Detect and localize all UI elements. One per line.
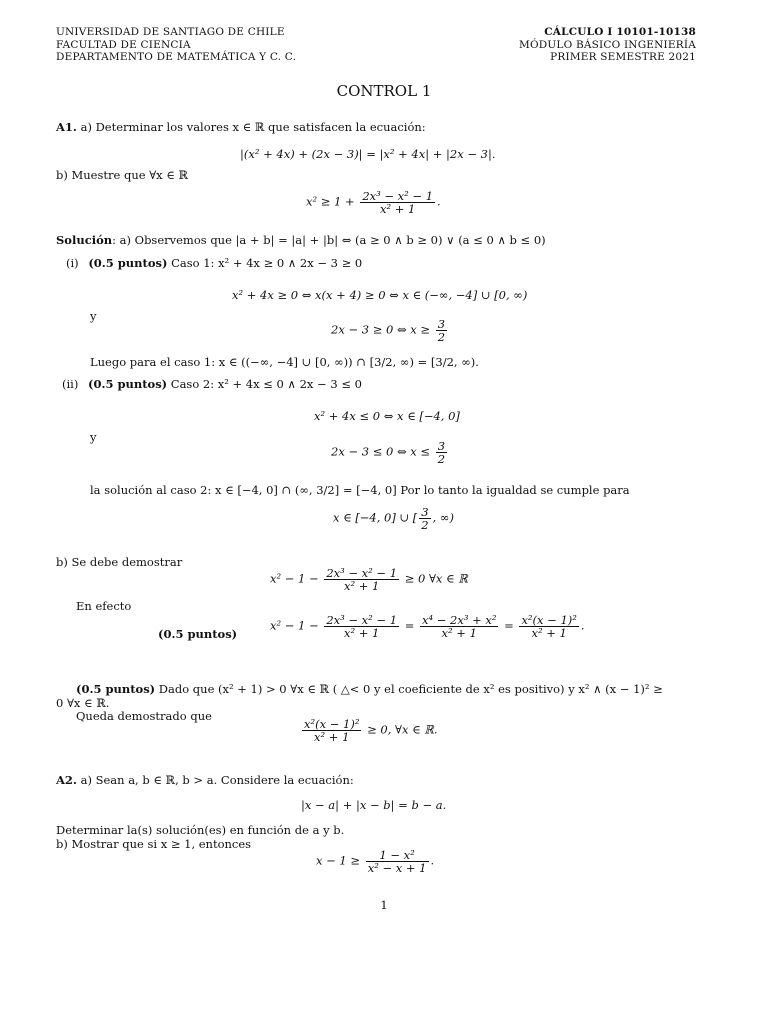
- page-title: CONTROL 1: [336, 82, 432, 100]
- denominator: 2: [421, 518, 429, 532]
- case-2-roman: (ii): [62, 377, 79, 391]
- case-2-eq2-left: 2x − 3 ≤ 0 ⇔ x ≤: [331, 444, 431, 459]
- denominator: x² + 1: [314, 730, 350, 744]
- numerator: 3: [421, 505, 429, 519]
- module-name: MÓDULO BÁSICO INGENIERÍA: [519, 38, 696, 51]
- final-left: x ∈ [−4, 0] ∪ [: [333, 510, 418, 525]
- dado-text: Dado que (x² + 1) > 0 ∀x ∈ ℝ ( △< 0 y el coeficiente de x² es positivo) y x² ∧ (x − 1)² ≥: [158, 682, 663, 696]
- a2-b-fraction: [366, 849, 429, 874]
- en-efecto: En efecto: [76, 599, 132, 613]
- numerator: x⁴ − 2x³ + x²: [421, 613, 497, 627]
- final-right: , ∞): [432, 510, 455, 525]
- a1-b-eq-left: x² ≥ 1 +: [306, 194, 355, 209]
- header-right: [519, 26, 696, 64]
- case-1-and: y: [90, 309, 97, 323]
- numerator: x²(x − 1)²: [521, 613, 577, 627]
- period: .: [580, 618, 585, 633]
- a2-b-eq-left: x − 1 ≥: [316, 853, 361, 868]
- case-1-roman: (i): [66, 256, 79, 270]
- numerator: x²(x − 1)²: [304, 717, 360, 731]
- numerator: 2x³ − x² − 1: [326, 613, 398, 627]
- period: .: [430, 853, 435, 868]
- denominator: x² + 1: [441, 626, 477, 640]
- numerator: 2x³ − x² − 1: [362, 189, 434, 203]
- a2-b-text: b) Mostrar que si x ≥ 1, entonces: [56, 837, 252, 851]
- a2-question-a: [56, 773, 354, 787]
- case-2-equation-1: x² + 4x ≤ 0 ⇔ x ∈ [−4, 0]: [314, 409, 460, 423]
- a1-a-text: a) Determinar los valores x ∈ ℝ que satisfacen la ecuación:: [80, 120, 426, 134]
- case-1-text: Caso 1: x² + 4x ≥ 0 ∧ 2x − 3 ≥ 0: [171, 256, 363, 270]
- case-1-conclusion: Luego para el caso 1: x ∈ ((−∞, −4] ∪ [0, ∞)) ∩ [3/2, ∞) = [3/2, ∞).: [90, 355, 479, 369]
- queda-demostrado: Queda demostrado que: [76, 709, 212, 723]
- case-1-points: (0.5 puntos): [88, 256, 168, 270]
- part-b-fraction: [324, 567, 399, 592]
- course-name: CÁLCULO I 10101-10138: [544, 26, 696, 38]
- numerator: 3: [437, 317, 446, 331]
- numerator: 2x³ − x² − 1: [326, 566, 398, 580]
- ef-fraction-2: [420, 614, 499, 639]
- semester: PRIMER SEMESTRE 2021: [550, 51, 696, 63]
- numerator: 3: [437, 439, 446, 453]
- denominator: x² + 1: [531, 626, 567, 640]
- case-2-and: y: [90, 430, 97, 444]
- equals-sign: =: [504, 618, 514, 633]
- a2-label: A2.: [56, 773, 77, 787]
- queda-equation: [300, 718, 437, 743]
- a2-a-equation: |x − a| + |x − b| = b − a.: [301, 798, 447, 812]
- part-b-eq-right: ≥ 0 ∀x ∈ ℝ: [404, 571, 468, 586]
- denominator: x² + 1: [343, 626, 380, 640]
- a1-question-a: [56, 120, 426, 134]
- three-halves-fraction: [436, 318, 447, 343]
- case-2-text: Caso 2: x² + 4x ≤ 0 ∧ 2x − 3 ≤ 0: [170, 377, 362, 391]
- denominator: 2: [437, 330, 446, 344]
- part-b-equation: [270, 567, 468, 592]
- queda-right: ≥ 0, ∀x ∈ ℝ.: [367, 722, 438, 737]
- ef-fraction-1: [324, 614, 399, 639]
- three-halves-fraction: [436, 440, 447, 465]
- ef-fraction-3: [519, 614, 578, 639]
- final-solution-set: [333, 506, 454, 531]
- dado-que-line: [76, 682, 663, 696]
- case-2-heading: [62, 377, 362, 391]
- case-1-equation-2: [331, 318, 449, 343]
- a1-b-text: b) Muestre que ∀x ∈ ℝ: [56, 168, 189, 182]
- numerator: 1 − x²: [366, 849, 429, 862]
- department-name: DEPARTAMENTO DE MATEMÁTICA Y C. C.: [56, 51, 297, 63]
- equals-sign: =: [404, 618, 415, 633]
- a2-b-equation: [316, 849, 434, 874]
- denominator: x² − x + 1: [367, 861, 427, 875]
- part-b-text: b) Se debe demostrar: [56, 555, 183, 569]
- denominator: x² + 1: [379, 202, 416, 216]
- case-2-equation-2: [331, 440, 449, 465]
- a2-a-text: a) Sean a, b ∈ ℝ, b > a. Considere la ecuación:: [80, 773, 354, 787]
- a1-b-equation: [306, 190, 441, 215]
- solution-intro-text: : a) Observemos que |a + b| = |a| + |b| ⇔ (a ≥ 0 ∧ b ≥ 0) ∨ (a ≤ 0 ∧ b ≤ 0): [112, 233, 546, 247]
- a1-b-fraction: [360, 190, 435, 215]
- efecto-points: [158, 627, 237, 641]
- dado-points: (0.5 puntos): [76, 682, 156, 696]
- case-1-equation-1: x² + 4x ≥ 0 ⇔ x(x + 4) ≥ 0 ⇔ x ∈ (−∞, −4] ∪ [0, ∞): [232, 288, 528, 302]
- case-1-eq2-left: 2x − 3 ≥ 0 ⇔ x ≥: [331, 322, 431, 337]
- case-1-heading: [66, 256, 362, 270]
- period: .: [437, 194, 441, 209]
- three-halves-fraction: [419, 506, 430, 531]
- queda-fraction: [302, 718, 361, 743]
- dado-que-line-2: 0 ∀x ∈ ℝ.: [56, 696, 110, 710]
- a2-determinar: Determinar la(s) solución(es) en función de a y b.: [56, 823, 345, 837]
- efecto-points-label: (0.5 puntos): [158, 627, 238, 641]
- a1-label: A1.: [56, 120, 77, 134]
- denominator: x² + 1: [343, 579, 380, 593]
- faculty-name: FACULTAD DE CIENCIA: [56, 38, 191, 51]
- header-left: [56, 26, 296, 64]
- efecto-equation: [270, 614, 585, 639]
- a1-a-equation: |(x² + 4x) + (2x − 3)| = |x² + 4x| + |2x − 3|.: [240, 147, 496, 161]
- university-name: UNIVERSIDAD DE SANTIAGO DE CHILE: [56, 26, 285, 38]
- solution-label: Solución: [56, 233, 113, 247]
- ef-left: x² − 1 −: [270, 618, 319, 633]
- case-2-points: (0.5 puntos): [88, 377, 168, 391]
- solution-intro: [56, 233, 546, 247]
- case-2-conclusion: la solución al caso 2: x ∈ [−4, 0] ∩ (∞, 3/2] = [−4, 0] Por lo tanto la igualdad se cumple para: [90, 483, 630, 497]
- part-b-eq-left: x² − 1 −: [270, 571, 319, 586]
- page-number: 1: [380, 898, 388, 912]
- denominator: 2: [437, 452, 446, 466]
